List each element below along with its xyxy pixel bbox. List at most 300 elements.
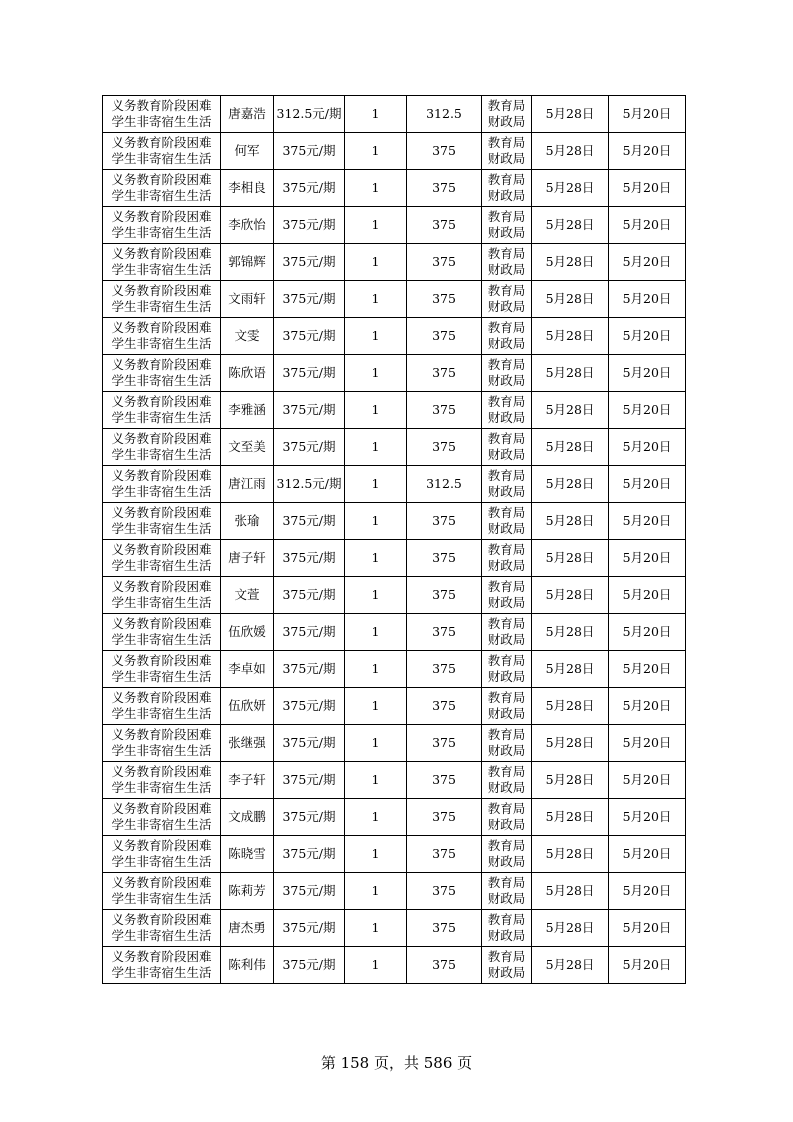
subsidy-type-line-1: 义务教育阶段困难 bbox=[111, 838, 212, 853]
student-name-cell: 文雨轩 bbox=[221, 281, 274, 318]
department-line-2: 财政局 bbox=[487, 373, 526, 388]
subsidy-type-line-1: 义务教育阶段困难 bbox=[111, 394, 212, 409]
subsidy-type-line-2: 学生非寄宿生生活 bbox=[111, 336, 212, 351]
table-row bbox=[103, 873, 686, 910]
amount-cell: 375 bbox=[407, 170, 482, 207]
subsidy-type-line-1: 义务教育阶段困难 bbox=[111, 764, 212, 779]
department-cell bbox=[482, 244, 532, 281]
table-row bbox=[103, 688, 686, 725]
subsidy-type-line-1: 义务教育阶段困难 bbox=[111, 579, 212, 594]
subsidy-type-line-2: 学生非寄宿生生活 bbox=[111, 669, 212, 684]
table-row bbox=[103, 762, 686, 799]
amount-cell: 375 bbox=[407, 355, 482, 392]
subsidy-type-cell bbox=[103, 910, 221, 947]
department-cell bbox=[482, 651, 532, 688]
amount-cell: 375 bbox=[407, 651, 482, 688]
date-cell-2: 5月20日 bbox=[609, 429, 686, 466]
date-cell-2: 5月20日 bbox=[609, 947, 686, 984]
subsidy-type-cell bbox=[103, 762, 221, 799]
standard-cell: 375元/期 bbox=[274, 207, 345, 244]
standard-cell: 375元/期 bbox=[274, 651, 345, 688]
subsidy-type-line-1: 义务教育阶段困难 bbox=[111, 505, 212, 520]
department-line-1: 教育局 bbox=[487, 172, 526, 187]
date-cell-1: 5月28日 bbox=[532, 429, 609, 466]
table-row bbox=[103, 577, 686, 614]
department-line-1: 教育局 bbox=[487, 98, 526, 113]
subsidy-type-line-2: 学生非寄宿生生活 bbox=[111, 595, 212, 610]
subsidy-type-cell bbox=[103, 503, 221, 540]
standard-cell: 312.5元/期 bbox=[274, 96, 345, 133]
date-cell-1: 5月28日 bbox=[532, 281, 609, 318]
amount-cell: 375 bbox=[407, 429, 482, 466]
standard-cell: 375元/期 bbox=[274, 762, 345, 799]
amount-cell: 375 bbox=[407, 799, 482, 836]
count-cell: 1 bbox=[345, 762, 407, 799]
student-name-cell: 张继强 bbox=[221, 725, 274, 762]
student-name-cell: 陈欣语 bbox=[221, 355, 274, 392]
count-cell: 1 bbox=[345, 466, 407, 503]
date-cell-2: 5月20日 bbox=[609, 170, 686, 207]
department-line-2: 财政局 bbox=[487, 743, 526, 758]
standard-cell: 375元/期 bbox=[274, 688, 345, 725]
department-cell bbox=[482, 947, 532, 984]
department-line-1: 教育局 bbox=[487, 135, 526, 150]
department-cell bbox=[482, 281, 532, 318]
department-line-2: 财政局 bbox=[487, 336, 526, 351]
standard-cell: 375元/期 bbox=[274, 170, 345, 207]
count-cell: 1 bbox=[345, 799, 407, 836]
department-cell bbox=[482, 429, 532, 466]
count-cell: 1 bbox=[345, 873, 407, 910]
subsidy-type-cell bbox=[103, 577, 221, 614]
subsidy-type-line-2: 学生非寄宿生生活 bbox=[111, 743, 212, 758]
date-cell-2: 5月20日 bbox=[609, 688, 686, 725]
subsidy-type-line-2: 学生非寄宿生生活 bbox=[111, 410, 212, 425]
student-name-cell: 陈莉芳 bbox=[221, 873, 274, 910]
standard-cell: 375元/期 bbox=[274, 614, 345, 651]
department-line-1: 教育局 bbox=[487, 394, 526, 409]
department-cell bbox=[482, 688, 532, 725]
amount-cell: 375 bbox=[407, 244, 482, 281]
standard-cell: 375元/期 bbox=[274, 910, 345, 947]
department-line-2: 财政局 bbox=[487, 447, 526, 462]
amount-cell: 375 bbox=[407, 207, 482, 244]
date-cell-1: 5月28日 bbox=[532, 725, 609, 762]
subsidy-type-line-2: 学生非寄宿生生活 bbox=[111, 373, 212, 388]
count-cell: 1 bbox=[345, 540, 407, 577]
subsidy-type-line-2: 学生非寄宿生生活 bbox=[111, 151, 212, 166]
date-cell-2: 5月20日 bbox=[609, 355, 686, 392]
student-name-cell: 李雅涵 bbox=[221, 392, 274, 429]
department-cell bbox=[482, 503, 532, 540]
date-cell-1: 5月28日 bbox=[532, 540, 609, 577]
amount-cell: 375 bbox=[407, 910, 482, 947]
department-line-2: 财政局 bbox=[487, 854, 526, 869]
amount-cell: 375 bbox=[407, 725, 482, 762]
standard-cell: 375元/期 bbox=[274, 133, 345, 170]
subsidy-type-line-1: 义务教育阶段困难 bbox=[111, 468, 212, 483]
date-cell-2: 5月20日 bbox=[609, 651, 686, 688]
department-line-1: 教育局 bbox=[487, 616, 526, 631]
department-cell bbox=[482, 614, 532, 651]
department-cell bbox=[482, 466, 532, 503]
count-cell: 1 bbox=[345, 392, 407, 429]
standard-cell: 375元/期 bbox=[274, 873, 345, 910]
department-cell bbox=[482, 170, 532, 207]
standard-cell: 375元/期 bbox=[274, 244, 345, 281]
subsidy-type-line-1: 义务教育阶段困难 bbox=[111, 431, 212, 446]
department-line-2: 财政局 bbox=[487, 558, 526, 573]
amount-cell: 375 bbox=[407, 688, 482, 725]
subsidy-type-cell bbox=[103, 429, 221, 466]
student-name-cell: 李相良 bbox=[221, 170, 274, 207]
subsidy-type-line-1: 义务教育阶段困难 bbox=[111, 357, 212, 372]
subsidy-type-line-2: 学生非寄宿生生活 bbox=[111, 928, 212, 943]
subsidy-type-cell bbox=[103, 651, 221, 688]
subsidy-type-cell bbox=[103, 281, 221, 318]
date-cell-2: 5月20日 bbox=[609, 725, 686, 762]
date-cell-2: 5月20日 bbox=[609, 392, 686, 429]
student-name-cell: 文成鹏 bbox=[221, 799, 274, 836]
subsidy-type-line-1: 义务教育阶段困难 bbox=[111, 653, 212, 668]
subsidy-type-cell bbox=[103, 318, 221, 355]
subsidy-table bbox=[102, 95, 686, 984]
department-line-2: 财政局 bbox=[487, 299, 526, 314]
table-row bbox=[103, 96, 686, 133]
department-line-2: 财政局 bbox=[487, 114, 526, 129]
department-line-2: 财政局 bbox=[487, 669, 526, 684]
date-cell-2: 5月20日 bbox=[609, 762, 686, 799]
department-line-1: 教育局 bbox=[487, 468, 526, 483]
date-cell-2: 5月20日 bbox=[609, 873, 686, 910]
department-line-1: 教育局 bbox=[487, 209, 526, 224]
student-name-cell: 唐杰勇 bbox=[221, 910, 274, 947]
date-cell-1: 5月28日 bbox=[532, 577, 609, 614]
student-name-cell: 李子轩 bbox=[221, 762, 274, 799]
department-line-1: 教育局 bbox=[487, 579, 526, 594]
department-line-1: 教育局 bbox=[487, 838, 526, 853]
student-name-cell: 伍欣媛 bbox=[221, 614, 274, 651]
department-line-2: 财政局 bbox=[487, 780, 526, 795]
department-cell bbox=[482, 577, 532, 614]
subsidy-type-cell bbox=[103, 540, 221, 577]
amount-cell: 375 bbox=[407, 540, 482, 577]
date-cell-1: 5月28日 bbox=[532, 133, 609, 170]
count-cell: 1 bbox=[345, 836, 407, 873]
date-cell-1: 5月28日 bbox=[532, 244, 609, 281]
subsidy-type-cell bbox=[103, 133, 221, 170]
date-cell-1: 5月28日 bbox=[532, 836, 609, 873]
table-row bbox=[103, 614, 686, 651]
subsidy-type-line-2: 学生非寄宿生生活 bbox=[111, 891, 212, 906]
subsidy-type-cell bbox=[103, 244, 221, 281]
table-row bbox=[103, 244, 686, 281]
department-line-2: 财政局 bbox=[487, 928, 526, 943]
subsidy-type-line-1: 义务教育阶段困难 bbox=[111, 283, 212, 298]
date-cell-1: 5月28日 bbox=[532, 688, 609, 725]
department-cell bbox=[482, 540, 532, 577]
department-line-1: 教育局 bbox=[487, 912, 526, 927]
subsidy-type-line-2: 学生非寄宿生生活 bbox=[111, 484, 212, 499]
department-cell bbox=[482, 836, 532, 873]
subsidy-type-line-1: 义务教育阶段困难 bbox=[111, 542, 212, 557]
department-cell bbox=[482, 207, 532, 244]
subsidy-type-cell bbox=[103, 614, 221, 651]
subsidy-type-line-2: 学生非寄宿生生活 bbox=[111, 299, 212, 314]
date-cell-2: 5月20日 bbox=[609, 910, 686, 947]
count-cell: 1 bbox=[345, 577, 407, 614]
department-line-1: 教育局 bbox=[487, 653, 526, 668]
table-row bbox=[103, 725, 686, 762]
date-cell-1: 5月28日 bbox=[532, 318, 609, 355]
count-cell: 1 bbox=[345, 429, 407, 466]
department-line-2: 财政局 bbox=[487, 188, 526, 203]
standard-cell: 375元/期 bbox=[274, 836, 345, 873]
department-cell bbox=[482, 910, 532, 947]
student-name-cell: 文雯 bbox=[221, 318, 274, 355]
student-name-cell: 李卓如 bbox=[221, 651, 274, 688]
amount-cell: 375 bbox=[407, 614, 482, 651]
date-cell-2: 5月20日 bbox=[609, 540, 686, 577]
amount-cell: 375 bbox=[407, 503, 482, 540]
subsidy-type-cell bbox=[103, 947, 221, 984]
department-line-1: 教育局 bbox=[487, 949, 526, 964]
department-line-2: 财政局 bbox=[487, 151, 526, 166]
subsidy-type-cell bbox=[103, 688, 221, 725]
date-cell-2: 5月20日 bbox=[609, 244, 686, 281]
table-row bbox=[103, 947, 686, 984]
student-name-cell: 唐江雨 bbox=[221, 466, 274, 503]
department-line-1: 教育局 bbox=[487, 542, 526, 557]
date-cell-1: 5月28日 bbox=[532, 466, 609, 503]
standard-cell: 375元/期 bbox=[274, 355, 345, 392]
date-cell-2: 5月20日 bbox=[609, 466, 686, 503]
department-line-1: 教育局 bbox=[487, 801, 526, 816]
department-line-1: 教育局 bbox=[487, 764, 526, 779]
student-name-cell: 何军 bbox=[221, 133, 274, 170]
date-cell-2: 5月20日 bbox=[609, 281, 686, 318]
department-cell bbox=[482, 762, 532, 799]
subsidy-type-line-1: 义务教育阶段困难 bbox=[111, 320, 212, 335]
department-line-2: 财政局 bbox=[487, 891, 526, 906]
subsidy-type-line-1: 义务教育阶段困难 bbox=[111, 616, 212, 631]
department-line-2: 财政局 bbox=[487, 595, 526, 610]
subsidy-type-cell bbox=[103, 207, 221, 244]
date-cell-2: 5月20日 bbox=[609, 318, 686, 355]
subsidy-type-line-1: 义务教育阶段困难 bbox=[111, 949, 212, 964]
table-row bbox=[103, 281, 686, 318]
date-cell-1: 5月28日 bbox=[532, 762, 609, 799]
student-name-cell: 郭锦辉 bbox=[221, 244, 274, 281]
table-body bbox=[103, 96, 686, 984]
department-cell bbox=[482, 133, 532, 170]
page-footer bbox=[0, 1052, 793, 1073]
subsidy-type-cell bbox=[103, 799, 221, 836]
department-line-1: 教育局 bbox=[487, 690, 526, 705]
department-line-2: 财政局 bbox=[487, 817, 526, 832]
department-line-1: 教育局 bbox=[487, 875, 526, 890]
date-cell-1: 5月28日 bbox=[532, 873, 609, 910]
count-cell: 1 bbox=[345, 207, 407, 244]
table-row bbox=[103, 466, 686, 503]
amount-cell: 375 bbox=[407, 133, 482, 170]
student-name-cell: 张瑜 bbox=[221, 503, 274, 540]
table-row bbox=[103, 207, 686, 244]
count-cell: 1 bbox=[345, 503, 407, 540]
date-cell-2: 5月20日 bbox=[609, 96, 686, 133]
standard-cell: 375元/期 bbox=[274, 281, 345, 318]
student-name-cell: 唐子轩 bbox=[221, 540, 274, 577]
table-row bbox=[103, 540, 686, 577]
amount-cell: 375 bbox=[407, 762, 482, 799]
subsidy-type-line-2: 学生非寄宿生生活 bbox=[111, 521, 212, 536]
count-cell: 1 bbox=[345, 355, 407, 392]
subsidy-type-line-2: 学生非寄宿生生活 bbox=[111, 632, 212, 647]
subsidy-type-line-2: 学生非寄宿生生活 bbox=[111, 965, 212, 980]
subsidy-type-line-1: 义务教育阶段困难 bbox=[111, 172, 212, 187]
subsidy-type-line-1: 义务教育阶段困难 bbox=[111, 801, 212, 816]
student-name-cell: 李欣怡 bbox=[221, 207, 274, 244]
standard-cell: 375元/期 bbox=[274, 392, 345, 429]
subsidy-type-cell bbox=[103, 355, 221, 392]
count-cell: 1 bbox=[345, 96, 407, 133]
subsidy-type-cell bbox=[103, 96, 221, 133]
subsidy-type-line-2: 学生非寄宿生生活 bbox=[111, 262, 212, 277]
date-cell-1: 5月28日 bbox=[532, 355, 609, 392]
student-name-cell: 唐嘉浩 bbox=[221, 96, 274, 133]
count-cell: 1 bbox=[345, 318, 407, 355]
amount-cell: 375 bbox=[407, 873, 482, 910]
subsidy-type-cell bbox=[103, 836, 221, 873]
subsidy-type-line-2: 学生非寄宿生生活 bbox=[111, 817, 212, 832]
subsidy-type-line-1: 义务教育阶段困难 bbox=[111, 690, 212, 705]
subsidy-type-line-2: 学生非寄宿生生活 bbox=[111, 780, 212, 795]
table-row bbox=[103, 170, 686, 207]
standard-cell: 375元/期 bbox=[274, 429, 345, 466]
amount-cell: 375 bbox=[407, 577, 482, 614]
count-cell: 1 bbox=[345, 651, 407, 688]
date-cell-1: 5月28日 bbox=[532, 392, 609, 429]
department-line-1: 教育局 bbox=[487, 320, 526, 335]
date-cell-1: 5月28日 bbox=[532, 207, 609, 244]
subsidy-type-line-1: 义务教育阶段困难 bbox=[111, 912, 212, 927]
table-row bbox=[103, 651, 686, 688]
department-line-1: 教育局 bbox=[487, 505, 526, 520]
standard-cell: 375元/期 bbox=[274, 799, 345, 836]
date-cell-2: 5月20日 bbox=[609, 799, 686, 836]
table-row bbox=[103, 355, 686, 392]
standard-cell: 312.5元/期 bbox=[274, 466, 345, 503]
date-cell-2: 5月20日 bbox=[609, 836, 686, 873]
count-cell: 1 bbox=[345, 688, 407, 725]
standard-cell: 375元/期 bbox=[274, 725, 345, 762]
table-row bbox=[103, 392, 686, 429]
amount-cell: 375 bbox=[407, 947, 482, 984]
subsidy-type-line-2: 学生非寄宿生生活 bbox=[111, 706, 212, 721]
subsidy-type-line-2: 学生非寄宿生生活 bbox=[111, 447, 212, 462]
table-row bbox=[103, 429, 686, 466]
department-line-1: 教育局 bbox=[487, 431, 526, 446]
student-name-cell: 陈晓雪 bbox=[221, 836, 274, 873]
standard-cell: 375元/期 bbox=[274, 577, 345, 614]
subsidy-type-line-1: 义务教育阶段困难 bbox=[111, 98, 212, 113]
department-line-2: 财政局 bbox=[487, 632, 526, 647]
date-cell-1: 5月28日 bbox=[532, 910, 609, 947]
table-row bbox=[103, 836, 686, 873]
page-number-text: 第 158 页，共 586 页 bbox=[320, 1054, 473, 1072]
department-cell bbox=[482, 96, 532, 133]
count-cell: 1 bbox=[345, 910, 407, 947]
amount-cell: 312.5 bbox=[407, 466, 482, 503]
subsidy-type-line-2: 学生非寄宿生生活 bbox=[111, 188, 212, 203]
date-cell-1: 5月28日 bbox=[532, 799, 609, 836]
standard-cell: 375元/期 bbox=[274, 503, 345, 540]
count-cell: 1 bbox=[345, 614, 407, 651]
count-cell: 1 bbox=[345, 244, 407, 281]
count-cell: 1 bbox=[345, 725, 407, 762]
date-cell-1: 5月28日 bbox=[532, 947, 609, 984]
count-cell: 1 bbox=[345, 170, 407, 207]
count-cell: 1 bbox=[345, 947, 407, 984]
table-row bbox=[103, 799, 686, 836]
department-line-2: 财政局 bbox=[487, 262, 526, 277]
department-line-2: 财政局 bbox=[487, 706, 526, 721]
date-cell-1: 5月28日 bbox=[532, 96, 609, 133]
amount-cell: 312.5 bbox=[407, 96, 482, 133]
amount-cell: 375 bbox=[407, 836, 482, 873]
department-line-1: 教育局 bbox=[487, 727, 526, 742]
subsidy-type-line-1: 义务教育阶段困难 bbox=[111, 875, 212, 890]
date-cell-2: 5月20日 bbox=[609, 133, 686, 170]
subsidy-type-cell bbox=[103, 170, 221, 207]
subsidy-type-cell bbox=[103, 466, 221, 503]
department-cell bbox=[482, 318, 532, 355]
department-line-2: 财政局 bbox=[487, 965, 526, 980]
table-row bbox=[103, 133, 686, 170]
date-cell-2: 5月20日 bbox=[609, 207, 686, 244]
department-line-2: 财政局 bbox=[487, 410, 526, 425]
subsidy-type-line-2: 学生非寄宿生生活 bbox=[111, 558, 212, 573]
student-name-cell: 文萱 bbox=[221, 577, 274, 614]
standard-cell: 375元/期 bbox=[274, 318, 345, 355]
subsidy-type-line-1: 义务教育阶段困难 bbox=[111, 246, 212, 261]
department-line-2: 财政局 bbox=[487, 225, 526, 240]
date-cell-1: 5月28日 bbox=[532, 651, 609, 688]
date-cell-2: 5月20日 bbox=[609, 577, 686, 614]
student-name-cell: 陈利伟 bbox=[221, 947, 274, 984]
department-line-1: 教育局 bbox=[487, 357, 526, 372]
subsidy-type-line-2: 学生非寄宿生生活 bbox=[111, 225, 212, 240]
department-cell bbox=[482, 725, 532, 762]
count-cell: 1 bbox=[345, 133, 407, 170]
department-cell bbox=[482, 392, 532, 429]
amount-cell: 375 bbox=[407, 392, 482, 429]
amount-cell: 375 bbox=[407, 318, 482, 355]
subsidy-type-cell bbox=[103, 873, 221, 910]
standard-cell: 375元/期 bbox=[274, 947, 345, 984]
date-cell-1: 5月28日 bbox=[532, 503, 609, 540]
department-line-2: 财政局 bbox=[487, 484, 526, 499]
subsidy-type-cell bbox=[103, 725, 221, 762]
table-row bbox=[103, 318, 686, 355]
amount-cell: 375 bbox=[407, 281, 482, 318]
subsidy-type-cell bbox=[103, 392, 221, 429]
table-row bbox=[103, 910, 686, 947]
student-name-cell: 伍欣妍 bbox=[221, 688, 274, 725]
department-cell bbox=[482, 799, 532, 836]
department-cell bbox=[482, 873, 532, 910]
date-cell-1: 5月28日 bbox=[532, 614, 609, 651]
